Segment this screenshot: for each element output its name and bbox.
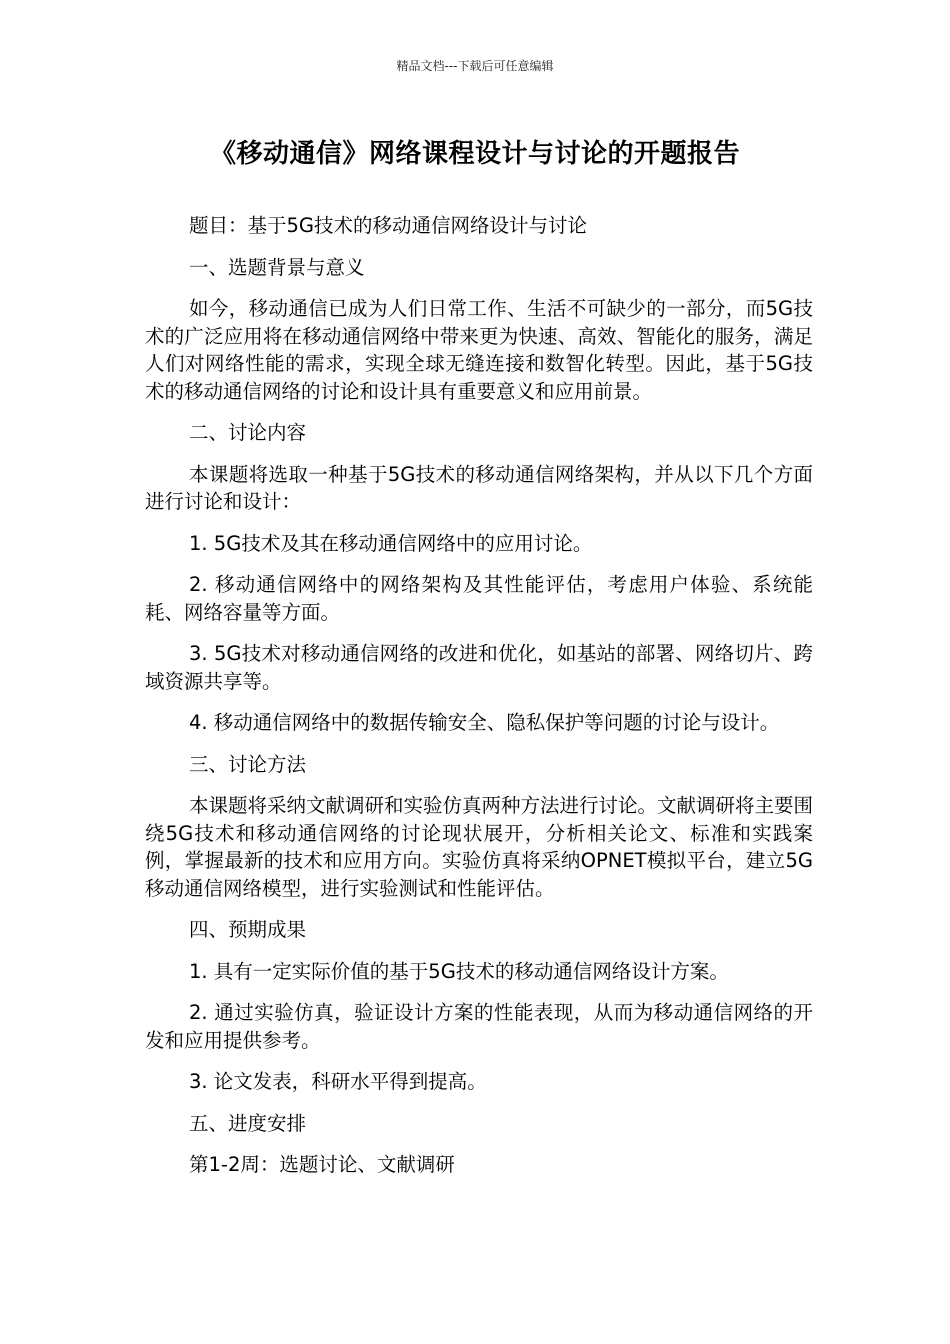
section-heading-method: 三、讨论方法	[189, 752, 307, 776]
topic-line: 题目：基于5G技术的移动通信网络设计与讨论	[189, 214, 588, 237]
document-body	[145, 212, 813, 1193]
background-paragraph: 如今，移动通信已成为人们日常工作、生活不可缺少的一部分，而5G技术的广泛应用将在移动通信网络中带来更为快速、高效、智能化的服务，满足人们对网络性能的需求，实现全球无缝连接和数智化转型。因此，基于5G技术的移动通信网络的讨论和设计具有重要意义和应用前景。	[145, 297, 813, 403]
section-heading-content: 二、讨论内容	[189, 421, 307, 444]
result-item-1: 1. 具有一定实际价值的基于5G技术的移动通信网络设计方案。	[189, 959, 729, 983]
section-heading-background: 一、选题背景与意义	[189, 255, 365, 279]
content-item-1: 1. 5G技术及其在移动通信网络中的应用讨论。	[189, 531, 593, 555]
header-note: 精品文档---下载后可任意编辑	[396, 59, 554, 73]
section-heading-schedule: 五、进度安排	[189, 1111, 307, 1135]
section-heading-results: 四、预期成果	[189, 918, 307, 941]
method-paragraph: 本课题将采纳文献调研和实验仿真两种方法进行讨论。文献调研将主要围绕5G技术和移动通信网络的讨论现状展开，分析相关论文、标准和实践案例，掌握最新的技术和应用方向。实验仿真将采纳OPNET模拟平台，建立5G移动通信网络模型，进行实验测试和性能评估。	[145, 794, 814, 900]
result-item-2: 2. 通过实验仿真，验证设计方案的性能表现，从而为移动通信网络的开发和应用提供参考。	[145, 1001, 813, 1052]
content-item-3: 3. 5G技术对移动通信网络的改进和优化，如基站的部署、网络切片、跨域资源共享等。	[145, 642, 813, 693]
content-item-2: 2. 移动通信网络中的网络架构及其性能评估，考虑用户体验、系统能耗、网络容量等方面。	[145, 573, 813, 624]
content-item-4: 4. 移动通信网络中的数据传输安全、隐私保护等问题的讨论与设计。	[189, 711, 780, 734]
document-title: 《移动通信》网络课程设计与讨论的开题报告	[209, 139, 740, 169]
content-intro-paragraph: 本课题将选取一种基于5G技术的移动通信网络架构，并从以下几个方面进行讨论和设计：	[145, 462, 813, 513]
schedule-item-1: 第1-2周：选题讨论、文献调研	[189, 1153, 455, 1176]
result-item-3: 3. 论文发表，科研水平得到提高。	[189, 1070, 487, 1093]
